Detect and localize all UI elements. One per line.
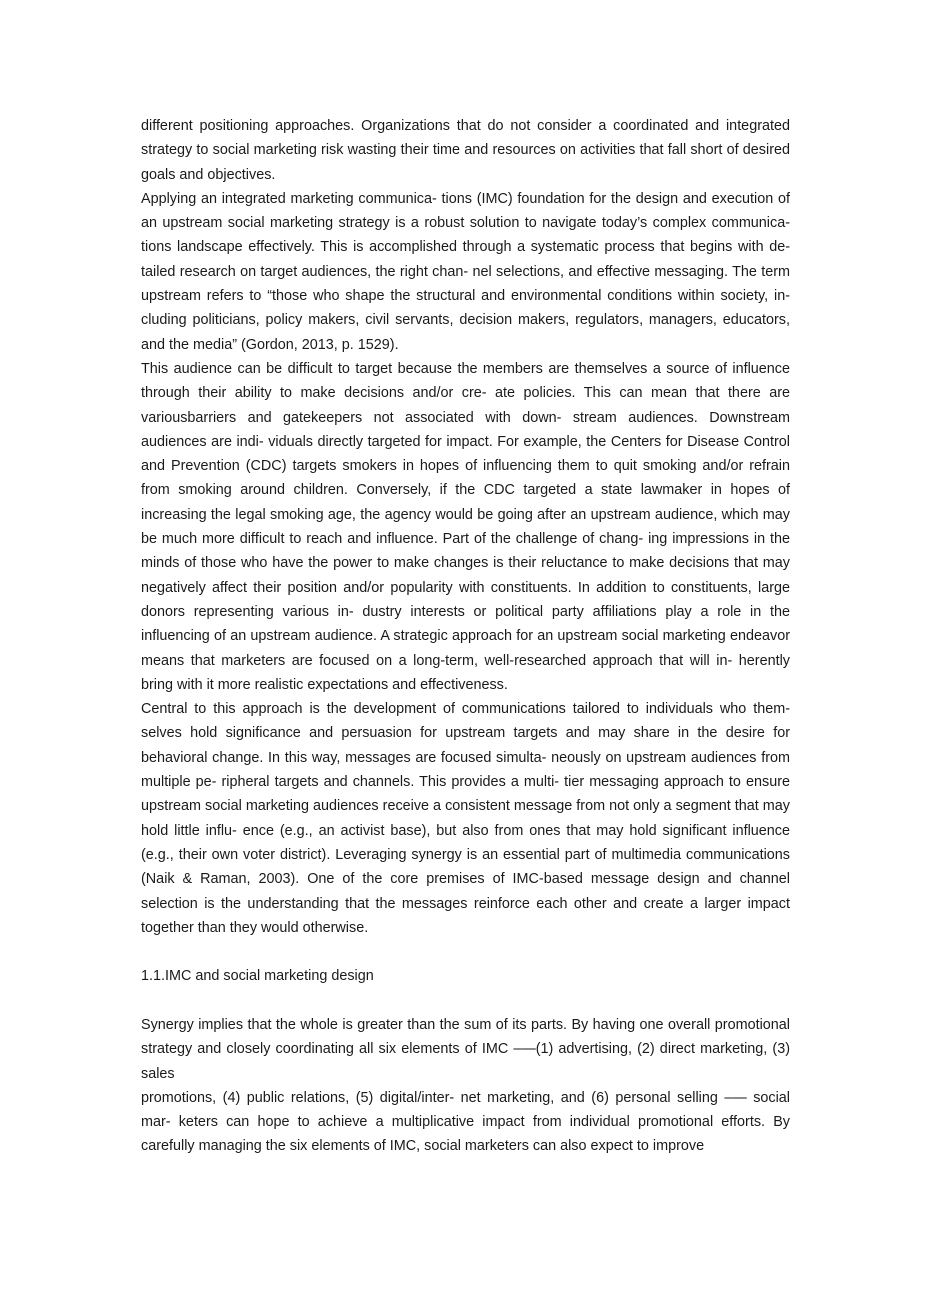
section-heading: 1.1.IMC and social marketing design bbox=[141, 968, 374, 985]
paragraph-synergy-part1: Synergy implies that the whole is greater than the sum of its parts. By having one overall promotional strategy and closely coordinating all six elements of IMC –—(1) advertising, (2) direct marketing, (3) sales bbox=[141, 1016, 790, 1082]
paragraph-positioning: different positioning approaches. Organizations that do not consider a coordinated and integrated strategy to social marketing risk wasting their time and resources on activities that fall short of desired goals and objectives. bbox=[141, 118, 790, 183]
paragraph-upstream-audience: This audience can be difﬁcult to target because the members are themselves a source of inﬂuence through their ability to make decisions and/or cre- ate policies. This can mean that there are variousbarriers and gatekeepers not associated with down- stream audiences. Downstream audiences are indi- viduals directly targeted for impact. For example, the Centers for Disease Control and Prevention (CDC) targets smokers in hopes of inﬂuencing them to quit smoking and/or refrain from smoking around children. Conversely, if the CDC targeted a state lawmaker in hopes of increasing the legal smoking age, the agency would be going after an upstream audience, which may be much more difﬁcult to reach and inﬂuence. Part of the challenge of chang- ing impressions in the minds of those who have the power to make changes is their reluctance to make decisions that may negatively affect their position and/or popularity with constituents. In addition to constituents, large donors representing various in- dustry interests or political party afﬁliations play a role in the inﬂuencing of an upstream audience. A strategic approach for an upstream social marketing endeavor means that marketers are focused on a long-term, well-researched approach that will in- herently bring with it more realistic expectations and effectiveness. bbox=[141, 360, 790, 693]
paragraph-imc-foundation: Applying an integrated marketing communica- tions (IMC) foundation for the design and execution of an upstream social marketing strategy is a robust solution to navigate today’s complex communica- tions landscape effectively. This is accomplished through a systematic process that begins with de- tailed research on target audiences, the right chan- nel selections, and effective messaging. The term upstream refers to “those who shape the structural and environmental conditions within society, in- cluding politicians, policy makers, civil servants, decision makers, regulators, managers, educators, and the media” (Gordon, 2013, p. 1529). bbox=[141, 190, 790, 353]
paragraph-central-approach: Central to this approach is the development of communications tailored to individuals who them- selves hold signiﬁcance and persuasion for upstream targets and may share in the desire for behavioral change. In this way, messages are focused simulta- neously on upstream audiences from multiple pe- ripheral targets and channels. This provides a multi- tier messaging approach to ensure upstream social marketing audiences receive a consistent message from not only a segment that may hold little inﬂu- ence (e.g., an activist base), but also from ones that may hold signiﬁcant inﬂuence (e.g., their own voter district). Leveraging synergy is an essential part of multimedia communications (Naik & Raman, 2003). One of the core premises of IMC-based message design and channel selection is the understanding that the messages reinforce each other and create a larger impact together than they would otherwise. bbox=[141, 701, 790, 936]
document-page bbox=[141, 114, 790, 1159]
paragraph-synergy-part2: promotions, (4) public relations, (5) digital/inter- net marketing, and (6) personal selling –— social mar- keters can hope to achieve a multiplicative impact from individual promotional efforts. By carefully managing the six elements of IMC, social marketers can also expect to improve bbox=[141, 1089, 790, 1155]
